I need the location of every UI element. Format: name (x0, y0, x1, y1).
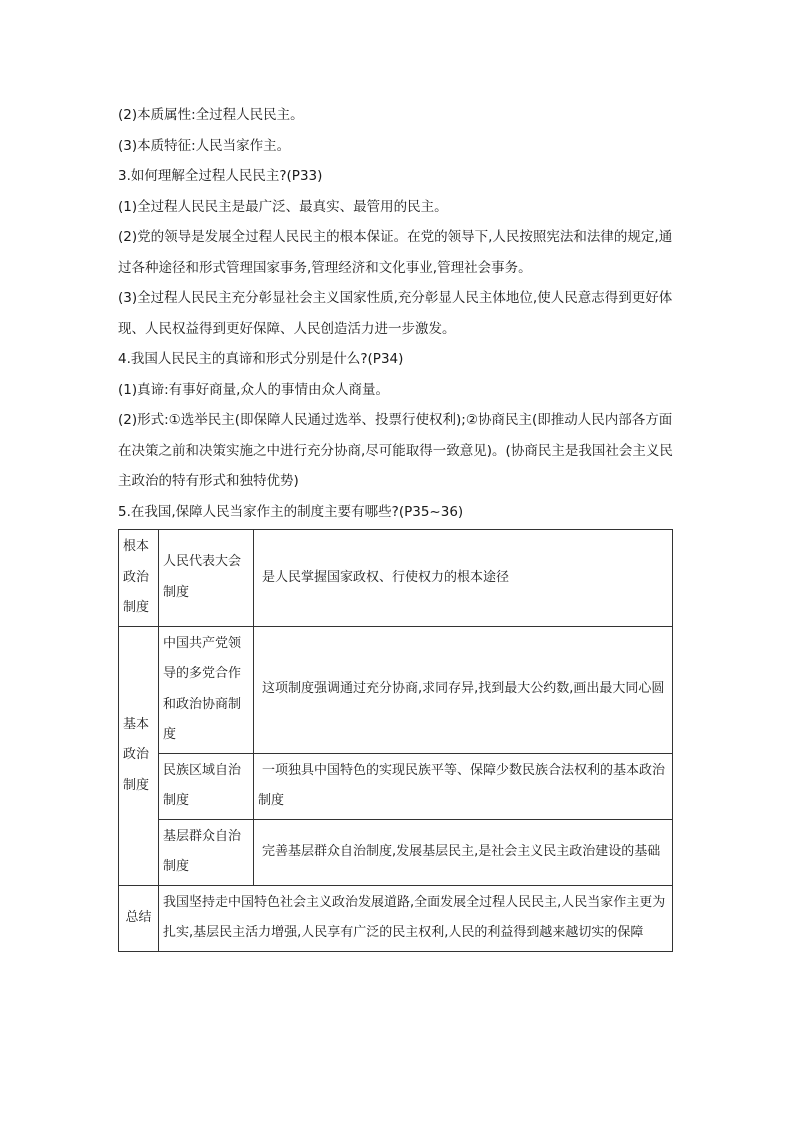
question-4-heading: 4.我国人民民主的真谛和形式分别是什么?(P34) (118, 351, 404, 367)
system-name-cell: 民族区域自治制度 (159, 753, 254, 819)
basic-system-category: 基本政治制度 (119, 626, 159, 885)
system-name-cell: 中国共产党领导的多党合作和政治协商制度 (159, 626, 254, 753)
table-row (119, 819, 673, 885)
system-desc-cell (254, 530, 673, 627)
question-3-answer-3: (3)全过程人民民主充分彰显社会主义国家性质,充分彰显人民主体地位,使人民意志得到更好体现、人民权益得到更好保障、人民创造活力进一步激发。 (118, 290, 673, 337)
table-row (119, 530, 673, 627)
table-row (119, 885, 673, 951)
system-name-cell: 人民代表大会制度 (159, 530, 254, 627)
question-4-answer-2: (2)形式:①选举民主(即保障人民通过选举、投票行使权利);②协商民主(即推动人民内部各方面在决策之前和决策实施之中进行充分协商,尽可能取得一致意见)。(协商民主是我国社会主义民主政治的特有形式和独特优势) (118, 412, 673, 489)
system-name-cell: 基层群众自治制度 (159, 819, 254, 885)
system-desc-text: 这项制度强调通过充分协商,求同存异,找到最大公约数,画出最大同心圆 (262, 681, 665, 697)
question-3-heading: 3.如何理解全过程人民民主?(P33) (118, 168, 323, 184)
table-row (119, 626, 673, 753)
question-3-answer-2: (2)党的领导是发展全过程人民民主的根本保证。在党的领导下,人民按照宪法和法律的规定,通过各种途径和形式管理国家事务,管理经济和文化事业,管理社会事务。 (118, 229, 673, 276)
system-desc-cell (254, 753, 673, 819)
table-row (119, 753, 673, 819)
system-desc-text: 是人民掌握国家政权、行使权力的根本途径 (262, 569, 510, 585)
summary-label: 总结 (119, 885, 159, 951)
system-desc-cell (254, 626, 673, 753)
essential-attribute-line: (2)本质属性:全过程人民民主。 (118, 107, 304, 123)
system-desc-cell (254, 819, 673, 885)
political-systems-table (118, 529, 673, 952)
question-5-heading: 5.在我国,保障人民当家作主的制度主要有哪些?(P35~36) (118, 503, 464, 520)
document-body (118, 100, 678, 952)
system-desc-text: 一项独具中国特色的实现民族平等、保障少数民族合法权利的基本政治制度 (258, 762, 666, 808)
summary-text: 我国坚持走中国特色社会主义政治发展道路,全面发展全过程人民民主,人民当家作主更为扎实,基层民主活力增强,人民享有广泛的民主权利,人民的利益得到越来越切实的保障 (159, 885, 673, 951)
root-system-category: 根本政治制度 (119, 530, 159, 627)
question-3-answer-1: (1)全过程人民民主是最广泛、最真实、最管用的民主。 (118, 198, 448, 215)
question-4-answer-1: (1)真谛:有事好商量,众人的事情由众人商量。 (118, 381, 389, 398)
system-desc-text: 完善基层群众自治制度,发展基层民主,是社会主义民主政治建设的基础 (262, 843, 661, 859)
essential-feature-line: (3)本质特征:人民当家作主。 (118, 137, 291, 154)
